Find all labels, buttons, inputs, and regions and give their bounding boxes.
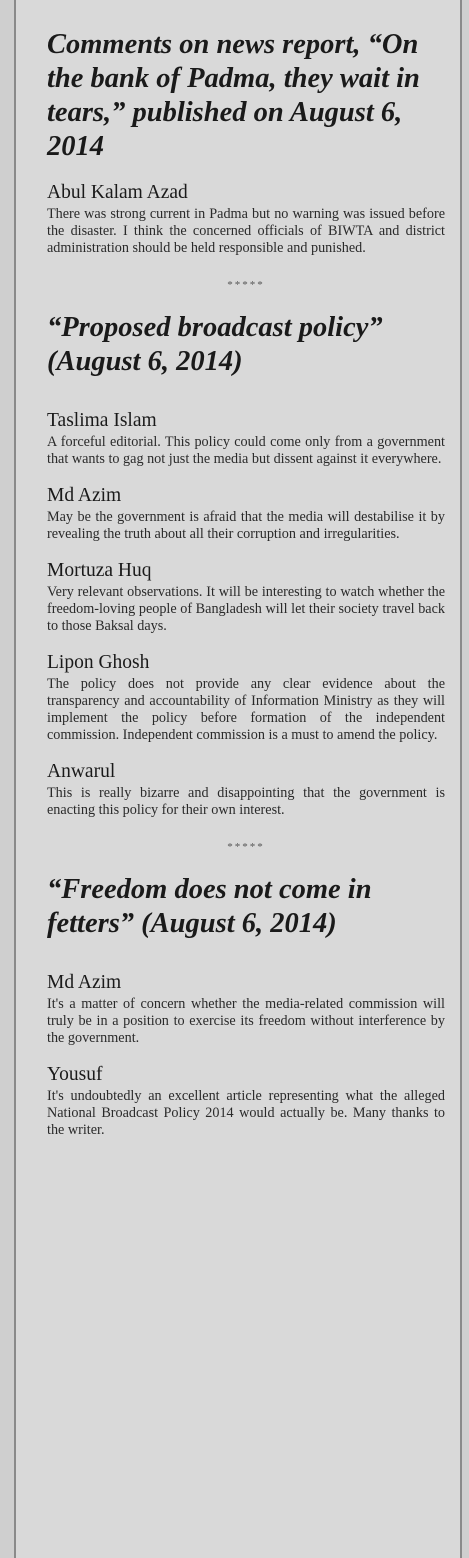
commenter-name: Md Azim	[47, 972, 122, 993]
comment-text: May be the government is afraid that the media will destabilise it by revealing the truth about all their corruption and irregularities.	[47, 509, 445, 542]
commenter-name: Abul Kalam Azad	[47, 182, 188, 203]
commenter-name: Lipon Ghosh	[47, 652, 150, 673]
section-divider: *****	[227, 841, 265, 853]
section-heading: Comments on news report, “On the bank of Padma, they wait in tears,” published on August 6, 2014	[47, 29, 420, 162]
section-broadcast-policy	[47, 311, 445, 819]
section-heading: “Freedom does not come in fetters” (August 6, 2014)	[47, 874, 372, 939]
comment-text: It's undoubtedly an excellent article representing what the alleged National Broadcast Policy 2014 would actually be. Many thanks to the writer.	[47, 1088, 445, 1138]
letters-column	[47, 28, 445, 1139]
commenter-name: Md Azim	[47, 485, 122, 506]
comment	[47, 182, 445, 257]
comment-text: A forceful editorial. This policy could come only from a government that wants to gag not just the media but dissent against it everywhere.	[47, 434, 445, 467]
commenter-name: Taslima Islam	[47, 410, 157, 431]
comment-text: The policy does not provide any clear evidence about the transparency and accountability of Information Ministry as they will implement the policy before formation of the independent commission. Independent commission is a must to amend the policy.	[47, 676, 445, 743]
comment	[47, 560, 445, 635]
commenter-name: Yousuf	[47, 1064, 103, 1085]
comment	[47, 972, 445, 1047]
comment	[47, 410, 445, 468]
section-heading: “Proposed broadcast policy” (August 6, 2014)	[47, 312, 383, 377]
comment	[47, 485, 445, 543]
comment-text: It's a matter of concern whether the media-related commission will truly be in a position to exercise its freedom without interference by the government.	[47, 996, 445, 1046]
comment-text: Very relevant observations. It will be interesting to watch whether the freedom-loving people of Bangladesh will let their society travel back to those Baksal days.	[47, 584, 445, 634]
section-freedom-fetters	[47, 873, 445, 1139]
right-border	[460, 0, 469, 1558]
commenter-name: Mortuza Huq	[47, 560, 152, 581]
comment-text: This is really bizarre and disappointing that the government is enacting this policy for their own interest.	[47, 785, 445, 818]
comment	[47, 652, 445, 744]
commenter-name: Anwarul	[47, 761, 116, 782]
comment	[47, 1064, 445, 1139]
section-divider: *****	[227, 279, 265, 291]
comment-text: There was strong current in Padma but no warning was issued before the disaster. I think the concerned officials of BIWTA and district administration should be held responsible and punished.	[47, 206, 445, 256]
comment	[47, 761, 445, 819]
section-padma	[47, 28, 445, 257]
left-border	[0, 0, 16, 1558]
